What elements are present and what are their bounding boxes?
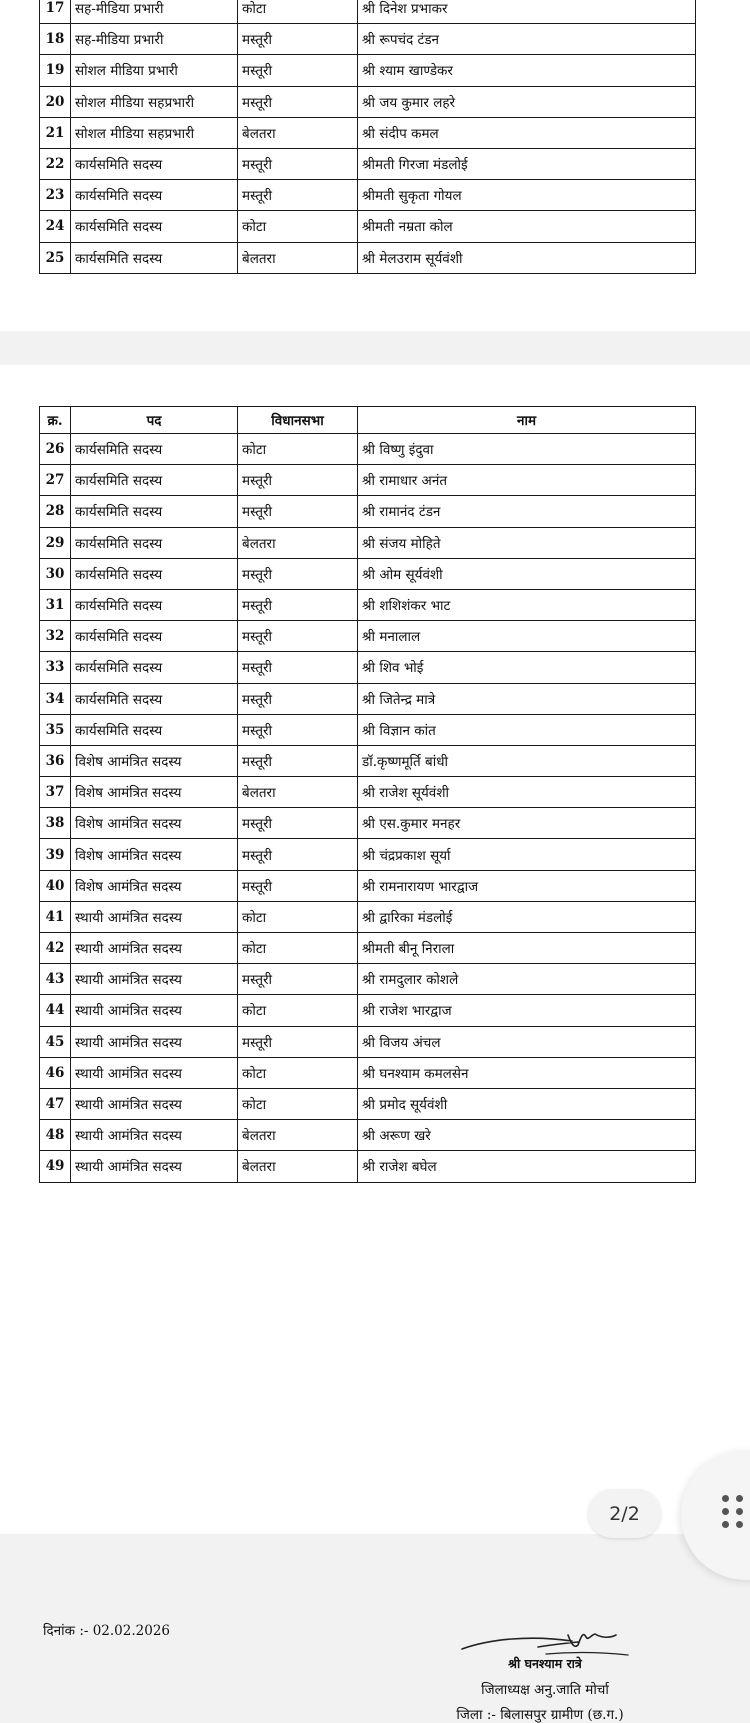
- table-row: [40, 465, 696, 496]
- serial-number-cell: 17: [40, 0, 71, 24]
- constituency-cell: मस्तूरी: [238, 683, 358, 714]
- serial-number-cell: 33: [40, 652, 71, 683]
- post-cell: स्थायी आमंत्रित सदस्य: [71, 1088, 238, 1119]
- table-row: [40, 652, 696, 683]
- member-name-cell: श्री संदीप कमल: [358, 117, 696, 148]
- constituency-cell: मस्तूरी: [238, 839, 358, 870]
- header-serial-number: क्र.: [40, 407, 71, 434]
- serial-number-cell: 46: [40, 1057, 71, 1088]
- serial-number-cell: 30: [40, 558, 71, 589]
- table-row: [40, 558, 696, 589]
- table-row: [40, 1057, 696, 1088]
- post-cell: कार्यसमिति सदस्य: [71, 148, 238, 179]
- member-name-cell: श्री संजय मोहिते: [358, 527, 696, 558]
- table-row: [40, 777, 696, 808]
- serial-number-cell: 31: [40, 589, 71, 620]
- serial-number-cell: 37: [40, 777, 71, 808]
- table-row: [40, 86, 696, 117]
- table-row: [40, 148, 696, 179]
- post-cell: सह-मीडिया प्रभारी: [71, 0, 238, 24]
- member-name-cell: श्री विष्णु इंदुवा: [358, 434, 696, 465]
- constituency-cell: बेलतरा: [238, 117, 358, 148]
- table-row: [40, 745, 696, 776]
- constituency-cell: बेलतरा: [238, 527, 358, 558]
- constituency-cell: बेलतरा: [238, 1151, 358, 1182]
- table-row: [40, 964, 696, 995]
- serial-number-cell: 40: [40, 870, 71, 901]
- constituency-cell: मस्तूरी: [238, 1026, 358, 1057]
- constituency-cell: मस्तूरी: [238, 55, 358, 86]
- signatory-district: जिला :- बिलासपुर ग्रामीण (छ.ग.): [456, 1707, 624, 1723]
- post-cell: कार्यसमिति सदस्य: [71, 211, 238, 242]
- member-name-cell: श्री दिनेश प्रभाकर: [358, 0, 696, 24]
- member-name-cell: श्री रामाधार अनंत: [358, 465, 696, 496]
- constituency-cell: बेलतरा: [238, 242, 358, 273]
- table-row: [40, 589, 696, 620]
- serial-number-cell: 36: [40, 745, 71, 776]
- serial-number-cell: 25: [40, 242, 71, 273]
- table-row: [40, 117, 696, 148]
- constituency-cell: कोटा: [238, 434, 358, 465]
- post-cell: कार्यसमिति सदस्य: [71, 465, 238, 496]
- post-cell: कार्यसमिति सदस्य: [71, 180, 238, 211]
- document-page-2: [0, 365, 750, 1723]
- member-name-cell: श्री प्रमोद सूर्यवंशी: [358, 1088, 696, 1119]
- constituency-cell: मस्तूरी: [238, 24, 358, 55]
- post-cell: विशेष आमंत्रित सदस्य: [71, 839, 238, 870]
- table-row: [40, 527, 696, 558]
- member-name-cell: श्रीमती गिरजा मंडलोई: [358, 148, 696, 179]
- member-name-cell: श्री रामानंद टंडन: [358, 496, 696, 527]
- member-name-cell: श्री विज्ञान कांत: [358, 714, 696, 745]
- constituency-cell: बेलतरा: [238, 777, 358, 808]
- post-cell: विशेष आमंत्रित सदस्य: [71, 870, 238, 901]
- member-name-cell: श्री श्याम खाण्डेकर: [358, 55, 696, 86]
- signatory-title: जिलाध्यक्ष अनु.जाति मोर्चा: [481, 1682, 609, 1698]
- constituency-cell: मस्तूरी: [238, 496, 358, 527]
- serial-number-cell: 20: [40, 86, 71, 117]
- constituency-cell: मस्तूरी: [238, 621, 358, 652]
- member-name-cell: श्री राजेश बघेल: [358, 1151, 696, 1182]
- serial-number-cell: 35: [40, 714, 71, 745]
- constituency-cell: मस्तूरी: [238, 589, 358, 620]
- table-row: [40, 808, 696, 839]
- post-cell: सोशल मीडिया सहप्रभारी: [71, 86, 238, 117]
- header-name: नाम: [358, 407, 696, 434]
- member-name-cell: श्री रूपचंद टंडन: [358, 24, 696, 55]
- serial-number-cell: 44: [40, 995, 71, 1026]
- post-cell: कार्यसमिति सदस्य: [71, 652, 238, 683]
- post-cell: कार्यसमिति सदस्य: [71, 496, 238, 527]
- constituency-cell: मस्तूरी: [238, 465, 358, 496]
- post-cell: स्थायी आमंत्रित सदस्य: [71, 1151, 238, 1182]
- table-row: [40, 180, 696, 211]
- constituency-cell: मस्तूरी: [238, 745, 358, 776]
- header-constituency: विधानसभा: [238, 407, 358, 434]
- serial-number-cell: 42: [40, 933, 71, 964]
- member-name-cell: श्रीमती बीनू निराला: [358, 933, 696, 964]
- constituency-cell: मस्तूरी: [238, 870, 358, 901]
- serial-number-cell: 18: [40, 24, 71, 55]
- table-row: [40, 995, 696, 1026]
- post-cell: कार्यसमिति सदस्य: [71, 242, 238, 273]
- post-cell: स्थायी आमंत्रित सदस्य: [71, 995, 238, 1026]
- post-cell: सोशल मीडिया सहप्रभारी: [71, 117, 238, 148]
- post-cell: स्थायी आमंत्रित सदस्य: [71, 901, 238, 932]
- table-row: [40, 1151, 696, 1182]
- header-post: पद: [71, 407, 238, 434]
- constituency-cell: कोटा: [238, 901, 358, 932]
- signatory-name: श्री घनश्याम रात्रे: [508, 1656, 582, 1671]
- constituency-cell: कोटा: [238, 995, 358, 1026]
- post-cell: स्थायी आमंत्रित सदस्य: [71, 1057, 238, 1088]
- serial-number-cell: 22: [40, 148, 71, 179]
- serial-number-cell: 24: [40, 211, 71, 242]
- constituency-cell: मस्तूरी: [238, 558, 358, 589]
- table-row: [40, 933, 696, 964]
- serial-number-cell: 47: [40, 1088, 71, 1119]
- post-cell: विशेष आमंत्रित सदस्य: [71, 777, 238, 808]
- table-row: [40, 242, 696, 273]
- member-name-cell: श्री जय कुमार लहरे: [358, 86, 696, 117]
- member-name-cell: श्री मनालाल: [358, 621, 696, 652]
- constituency-cell: मस्तूरी: [238, 964, 358, 995]
- serial-number-cell: 23: [40, 180, 71, 211]
- serial-number-cell: 27: [40, 465, 71, 496]
- table-row: [40, 434, 696, 465]
- table-row: [40, 870, 696, 901]
- constituency-cell: मस्तूरी: [238, 652, 358, 683]
- member-name-cell: श्री राजेश भारद्वाज: [358, 995, 696, 1026]
- post-cell: स्थायी आमंत्रित सदस्य: [71, 964, 238, 995]
- constituency-cell: कोटा: [238, 1088, 358, 1119]
- table-header-row: [40, 407, 696, 434]
- signature-block: [430, 1625, 660, 1723]
- serial-number-cell: 26: [40, 434, 71, 465]
- page-indicator: 2/2: [588, 1489, 661, 1538]
- table-row: [40, 683, 696, 714]
- member-name-cell: श्री घनश्याम कमलसेन: [358, 1057, 696, 1088]
- member-name-cell: श्री राजेश सूर्यवंशी: [358, 777, 696, 808]
- post-cell: स्थायी आमंत्रित सदस्य: [71, 1026, 238, 1057]
- table-row: [40, 1088, 696, 1119]
- member-name-cell: श्री मेलउराम सूर्यवंशी: [358, 242, 696, 273]
- post-cell: कार्यसमिति सदस्य: [71, 558, 238, 589]
- serial-number-cell: 21: [40, 117, 71, 148]
- post-cell: स्थायी आमंत्रित सदस्य: [71, 1120, 238, 1151]
- post-cell: कार्यसमिति सदस्य: [71, 621, 238, 652]
- constituency-cell: मस्तूरी: [238, 808, 358, 839]
- constituency-cell: मस्तूरी: [238, 180, 358, 211]
- serial-number-cell: 29: [40, 527, 71, 558]
- table-row: [40, 211, 696, 242]
- serial-number-cell: 39: [40, 839, 71, 870]
- post-cell: कार्यसमिति सदस्य: [71, 527, 238, 558]
- member-name-cell: डॉ.कृष्णमूर्ति बांधी: [358, 745, 696, 776]
- member-name-cell: श्री ओम सूर्यवंशी: [358, 558, 696, 589]
- member-name-cell: श्रीमती सुकृता गोयल: [358, 180, 696, 211]
- post-cell: कार्यसमिति सदस्य: [71, 434, 238, 465]
- member-name-cell: श्रीमती नम्रता कोल: [358, 211, 696, 242]
- table-row: [40, 0, 696, 24]
- post-cell: स्थायी आमंत्रित सदस्य: [71, 933, 238, 964]
- constituency-cell: मस्तूरी: [238, 86, 358, 117]
- table-row: [40, 621, 696, 652]
- constituency-cell: कोटा: [238, 1057, 358, 1088]
- issue-date: दिनांक :- 02.02.2026: [43, 1623, 171, 1639]
- post-cell: कार्यसमिति सदस्य: [71, 714, 238, 745]
- serial-number-cell: 19: [40, 55, 71, 86]
- table-row: [40, 496, 696, 527]
- table-row: [40, 1120, 696, 1151]
- grid-dots-icon[interactable]: [722, 1495, 744, 1529]
- serial-number-cell: 45: [40, 1026, 71, 1057]
- post-cell: विशेष आमंत्रित सदस्य: [71, 808, 238, 839]
- member-name-cell: श्री विजय अंचल: [358, 1026, 696, 1057]
- constituency-cell: कोटा: [238, 933, 358, 964]
- serial-number-cell: 28: [40, 496, 71, 527]
- member-table-page-1: [39, 0, 696, 274]
- table-row: [40, 901, 696, 932]
- serial-number-cell: 43: [40, 964, 71, 995]
- serial-number-cell: 34: [40, 683, 71, 714]
- constituency-cell: कोटा: [238, 211, 358, 242]
- member-name-cell: श्री द्वारिका मंडलोई: [358, 901, 696, 932]
- constituency-cell: मस्तूरी: [238, 148, 358, 179]
- serial-number-cell: 49: [40, 1151, 71, 1182]
- table-row: [40, 1026, 696, 1057]
- member-name-cell: श्री रामनारायण भारद्वाज: [358, 870, 696, 901]
- member-name-cell: श्री शशिशंकर भाट: [358, 589, 696, 620]
- member-name-cell: श्री शिव भोई: [358, 652, 696, 683]
- table-row: [40, 839, 696, 870]
- post-cell: विशेष आमंत्रित सदस्य: [71, 745, 238, 776]
- table-row: [40, 55, 696, 86]
- serial-number-cell: 38: [40, 808, 71, 839]
- constituency-cell: बेलतरा: [238, 1120, 358, 1151]
- post-cell: कार्यसमिति सदस्य: [71, 589, 238, 620]
- serial-number-cell: 32: [40, 621, 71, 652]
- constituency-cell: कोटा: [238, 0, 358, 24]
- constituency-cell: मस्तूरी: [238, 714, 358, 745]
- member-name-cell: श्री जितेन्द्र मात्रे: [358, 683, 696, 714]
- post-cell: कार्यसमिति सदस्य: [71, 683, 238, 714]
- post-cell: सह-मीडिया प्रभारी: [71, 24, 238, 55]
- document-page-1: [0, 0, 750, 331]
- member-name-cell: श्री एस.कुमार मनहर: [358, 808, 696, 839]
- serial-number-cell: 41: [40, 901, 71, 932]
- member-name-cell: श्री रामदुलार कोशले: [358, 964, 696, 995]
- table-row: [40, 714, 696, 745]
- member-name-cell: श्री चंद्रप्रकाश सूर्या: [358, 839, 696, 870]
- member-name-cell: श्री अरूण खरे: [358, 1120, 696, 1151]
- serial-number-cell: 48: [40, 1120, 71, 1151]
- post-cell: सोशल मीडिया प्रभारी: [71, 55, 238, 86]
- member-table-page-2: [39, 406, 696, 1183]
- table-row: [40, 24, 696, 55]
